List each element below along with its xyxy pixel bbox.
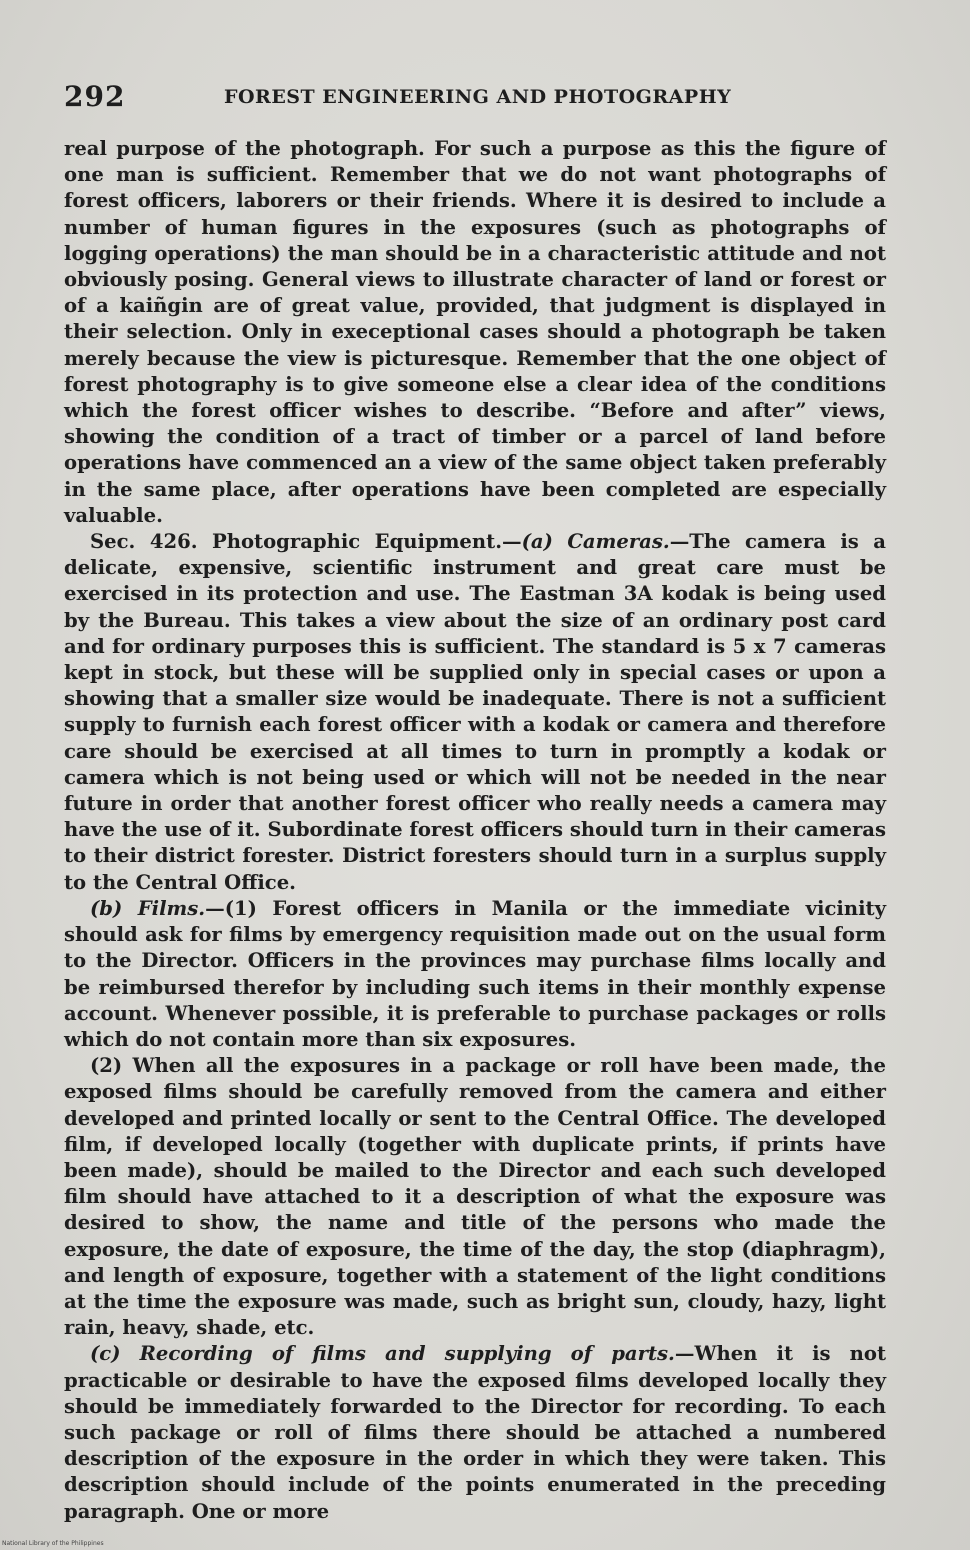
subsection-title-cameras: Cameras.	[567, 530, 670, 554]
running-head: FOREST ENGINEERING AND PHOTOGRAPHY	[224, 86, 732, 108]
section-heading: Sec. 426. Photographic Equipment.—	[90, 530, 522, 554]
subsection-title-recording: Recording of films and supplying of parts.	[139, 1342, 675, 1366]
subsection-marker-a: (a)	[521, 530, 553, 554]
page-number: 292	[64, 80, 126, 113]
subsection-marker-c: (c)	[90, 1342, 121, 1366]
body-text	[64, 136, 886, 1525]
subsection-marker-b: (b)	[90, 896, 123, 920]
recording-text: —When it is not practicable or desirable to have the exposed films developed locally they should be immediately forwarded to the Director for recording. To each such package or roll of films there should be attached a numbered description of the exposure in the order in which they were taken. This description should include of the points enumerated in the preceding paragraph. One or more	[64, 1342, 887, 1523]
paragraph-recording	[64, 1341, 886, 1524]
subsection-title-films: Films.	[137, 896, 206, 920]
cameras-text: —The camera is a delicate, expensive, scientific instrument and great care must be exercised in its protection and use. The Eastman 3A kodak is being used by the Bureau. This takes a view about the size of an ordinary post card and for ordinary purposes this is sufficient. The standard is 5 x 7 cameras kept in stock, but these will be supplied only in special cases or upon a showing that a smaller size would be inadequate. There is not a sufficient supply to furnish each forest officer with a kodak or camera and therefore care should be exercised at all times to turn in promptly a kodak or camera which is not being used or which will not be needed in the near future in order that another forest officer who really needs a camera may have the use of it. Subordinate forest officers should turn in their cameras to their district forester. District foresters should turn in a surplus supply to the Central Office.	[64, 530, 886, 894]
paragraph-films	[64, 896, 886, 1053]
paragraph-cameras	[64, 529, 886, 896]
page-header	[64, 80, 894, 120]
paragraph-photograph-purpose: real purpose of the photograph. For such a purpose as this the figure of one man is sufficient. Remember that we do not want photographs of forest officers, laborers or their friends. Where it is desired to include a number of human figures in the exposures (such as photographs of logging operations) the man should be in a characteristic attitude and not obviously posing. General views to illustrate character of land or forest or of a kaiñgin are of great value, provided, that judgment is displayed in their selection. Only in execeptional cases should a photograph be taken merely because the view is picturesque. Remember that the one object of forest photography is to give someone else a clear idea of the conditions which the forest officer wishes to describe. “Before and after” views, showing the condition of a tract of timber or a parcel of land before operations have commenced an a view of the same object taken preferably in the same place, after operations have been completed are especially valuable.	[64, 137, 886, 527]
films-text: —(1) Forest officers in Manila or the immediate vicinity should ask for films by emergency requisition made out on the usual form to the Director. Officers in the provinces may purchase films locally and be reimbursed therefor by including such items in their monthly expense account. Whenever possible, it is preferable to purchase packages or rolls which do not contain more than six exposures.	[64, 896, 886, 1051]
source-note: National Library of the Philippines	[2, 1540, 104, 1547]
paragraph-exposed-films: (2) When all the exposures in a package or roll have been made, the exposed films should be carefully removed from the camera and either developed and printed locally or sent to the Central Office. The developed film, if developed locally (together with duplicate prints, if prints have been made), should be mailed to the Director and each such developed film should have attached to it a description of what the exposure was desired to show, the name and title of the persons who made the exposure, the date of exposure, the time of the day, the stop (diaphragm), and length of exposure, together with a statement of the light conditions at the time the exposure was made, such as bright sun, cloudy, hazy, light rain, heavy, shade, etc.	[64, 1054, 886, 1340]
